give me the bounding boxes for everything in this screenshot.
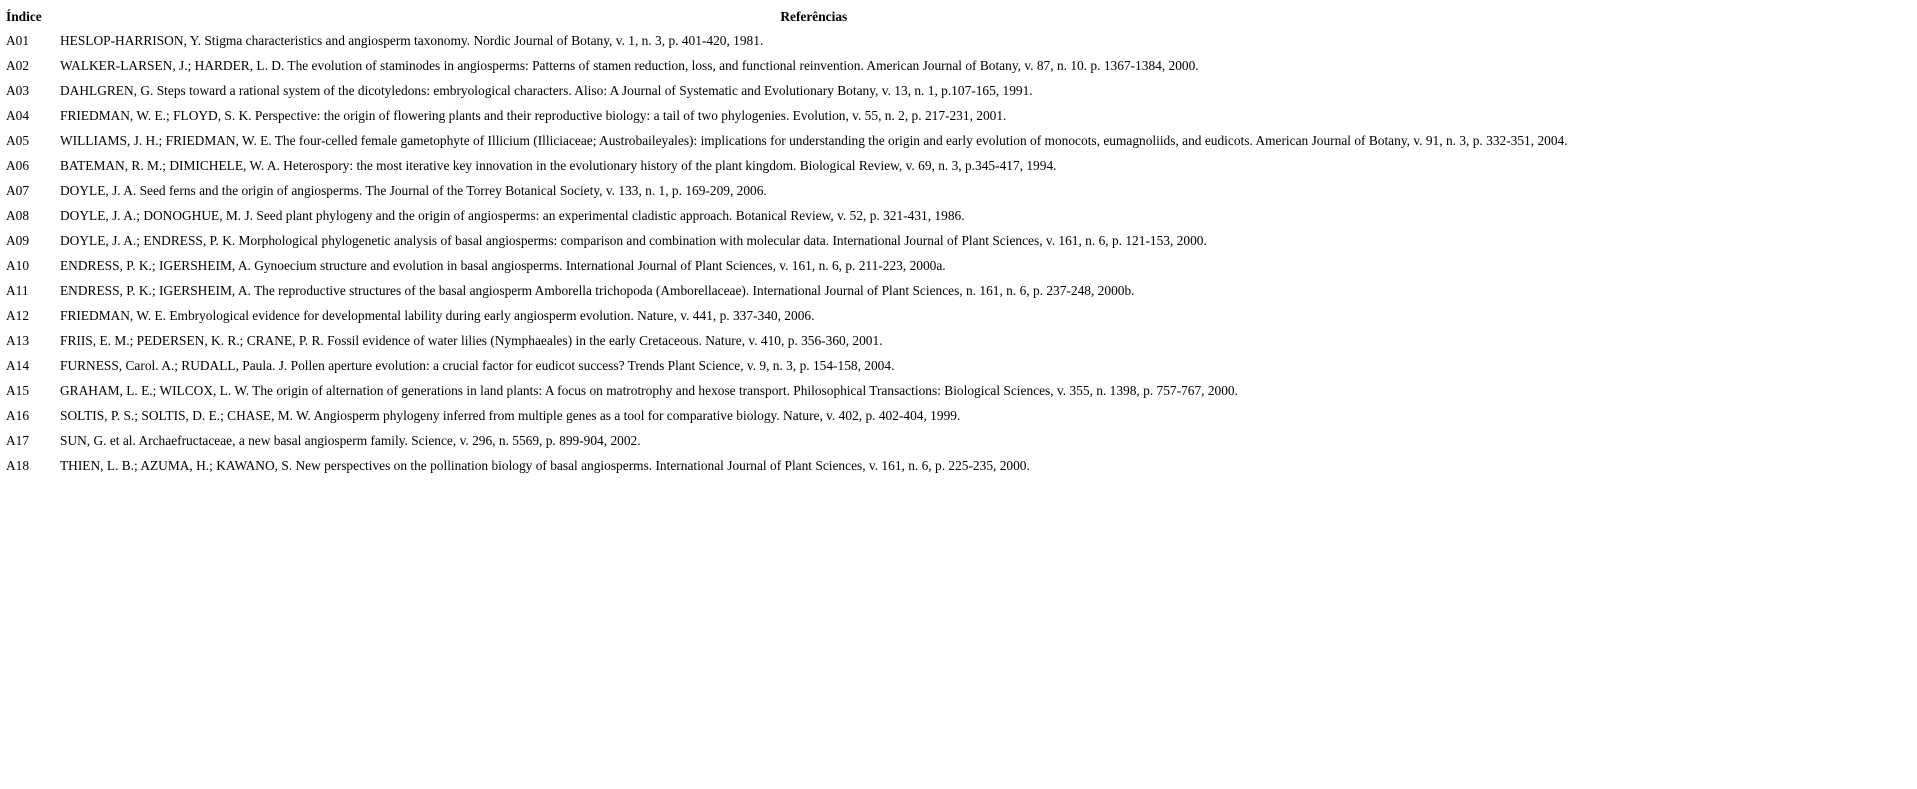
table-row: [4, 428, 1570, 453]
table-row: [4, 53, 1570, 78]
row-index: A08: [6, 207, 30, 223]
table-row: [4, 303, 1570, 328]
table-row: [4, 353, 1570, 378]
row-reference: FURNESS, Carol. A.; RUDALL, Paula. J. Pollen aperture evolution: a crucial factor for eudicot success? Trends Plant Science, v. 9, n. 3, p. 154-158, 2004.: [60, 357, 895, 373]
row-reference: SOLTIS, P. S.; SOLTIS, D. E.; CHASE, M. W. Angiosperm phylogeny inferred from multiple genes as a tool for comparative biology. Nature, v. 402, p. 402-404, 1999.: [60, 407, 961, 423]
row-reference: ENDRESS, P. K.; IGERSHEIM, A. Gynoecium structure and evolution in basal angiosperms. International Journal of Plant Sciences, v. 161, n. 6, p. 211-223, 2000a.: [60, 257, 946, 273]
row-index: A14: [6, 357, 30, 373]
row-reference: FRIEDMAN, W. E.; FLOYD, S. K. Perspective: the origin of flowering plants and their reproductive biology: a tail of two phylogenies. Evolution, v. 55, n. 2, p. 217-231, 2001.: [60, 107, 1007, 123]
table-row: [4, 378, 1570, 403]
row-index: A07: [6, 182, 30, 198]
row-reference: THIEN, L. B.; AZUMA, H.; KAWANO, S. New perspectives on the pollination biology of basal angiosperms. International Journal of Plant Sciences, v. 161, n. 6, p. 225-235, 2000.: [60, 457, 1030, 473]
row-reference: WILLIAMS, J. H.; FRIEDMAN, W. E. The four-celled female gametophyte of Illicium (Illiciaceae; Austrobaileyales): implications for understanding the origin and early evolution of monocots, eumagnoliids, and eudicots. American Journal of Botany, v. 91, n. 3, p. 332-351, 2004.: [60, 132, 1568, 148]
row-index: A18: [6, 457, 30, 473]
row-index: A05: [6, 132, 30, 148]
row-index: A04: [6, 107, 30, 123]
row-index: A01: [6, 32, 30, 48]
table-row: [4, 203, 1570, 228]
row-reference: HESLOP-HARRISON, Y. Stigma characteristics and angiosperm taxonomy. Nordic Journal of Botany, v. 1, n. 3, p. 401-420, 1981.: [60, 32, 764, 48]
row-reference: DOYLE, J. A.; DONOGHUE, M. J. Seed plant phylogeny and the origin of angiosperms: an experimental cladistic approach. Botanical Review, v. 52, p. 321-431, 1986.: [60, 207, 965, 223]
row-reference: DAHLGREN, G. Steps toward a rational system of the dicotyledons: embryological characters. Aliso: A Journal of Systematic and Evolutionary Botany, v. 13, n. 1, p.107-165, 1991.: [60, 82, 1033, 98]
row-index: A12: [6, 307, 30, 323]
table-row: [4, 328, 1570, 353]
row-reference: BATEMAN, R. M.; DIMICHELE, W. A. Heterospory: the most iterative key innovation in the evolutionary history of the plant kingdom. Biological Review, v. 69, n. 3, p.345-417, 1994.: [60, 157, 1057, 173]
table-row: [4, 128, 1570, 153]
index-column-header: Índice: [6, 9, 42, 24]
row-reference: WALKER-LARSEN, J.; HARDER, L. D. The evolution of staminodes in angiosperms: Patterns of stamen reduction, loss, and functional reinvention. American Journal of Botany, v. 87, n. 10. p. 1367-1384, 2000.: [60, 57, 1199, 73]
table-row: [4, 103, 1570, 128]
row-reference: FRIEDMAN, W. E. Embryological evidence for developmental lability during early angiosperm evolution. Nature, v. 441, p. 337-340, 2006.: [60, 307, 815, 323]
row-index: A03: [6, 82, 30, 98]
table-row: [4, 78, 1570, 103]
table-row: [4, 178, 1570, 203]
row-reference: ENDRESS, P. K.; IGERSHEIM, A. The reproductive structures of the basal angiosperm Amborella trichopoda (Amborellaceae). International Journal of Plant Sciences, n. 161, n. 6, p. 237-248, 2000b.: [60, 282, 1135, 298]
row-index: A11: [6, 282, 29, 298]
table-row: [4, 28, 1570, 53]
table-row: [4, 453, 1570, 478]
row-reference: GRAHAM, L. E.; WILCOX, L. W. The origin of alternation of generations in land plants: A focus on matrotrophy and hexose transport. Philosophical Transactions: Biological Sciences, v. 355, n. 1398, p. 757-767, 2000.: [60, 382, 1238, 398]
row-index: A09: [6, 232, 30, 248]
row-reference: SUN, G. et al. Archaefructaceae, a new basal angiosperm family. Science, v. 296, n. 5569, p. 899-904, 2002.: [60, 432, 641, 448]
table-row: [4, 153, 1570, 178]
row-index: A02: [6, 57, 30, 73]
row-index: A16: [6, 407, 30, 423]
references-table: [4, 6, 1570, 478]
header-row: [4, 6, 1570, 28]
row-index: A15: [6, 382, 30, 398]
row-index: A17: [6, 432, 30, 448]
table-row: [4, 253, 1570, 278]
table-row: [4, 278, 1570, 303]
table-row: [4, 403, 1570, 428]
row-index: A13: [6, 332, 30, 348]
row-reference: DOYLE, J. A. Seed ferns and the origin of angiosperms. The Journal of the Torrey Botanical Society, v. 133, n. 1, p. 169-209, 2006.: [60, 182, 767, 198]
table-row: [4, 228, 1570, 253]
row-index: A06: [6, 157, 30, 173]
references-column-header: Referências: [780, 9, 848, 24]
row-index: A10: [6, 257, 30, 273]
row-reference: FRIIS, E. M.; PEDERSEN, K. R.; CRANE, P. R. Fossil evidence of water lilies (Nymphaeales) in the early Cretaceous. Nature, v. 410, p. 356-360, 2001.: [60, 332, 883, 348]
row-reference: DOYLE, J. A.; ENDRESS, P. K. Morphological phylogenetic analysis of basal angiosperms: comparison and combination with molecular data. International Journal of Plant Sciences, v. 161, n. 6, p. 121-153, 2000.: [60, 232, 1207, 248]
